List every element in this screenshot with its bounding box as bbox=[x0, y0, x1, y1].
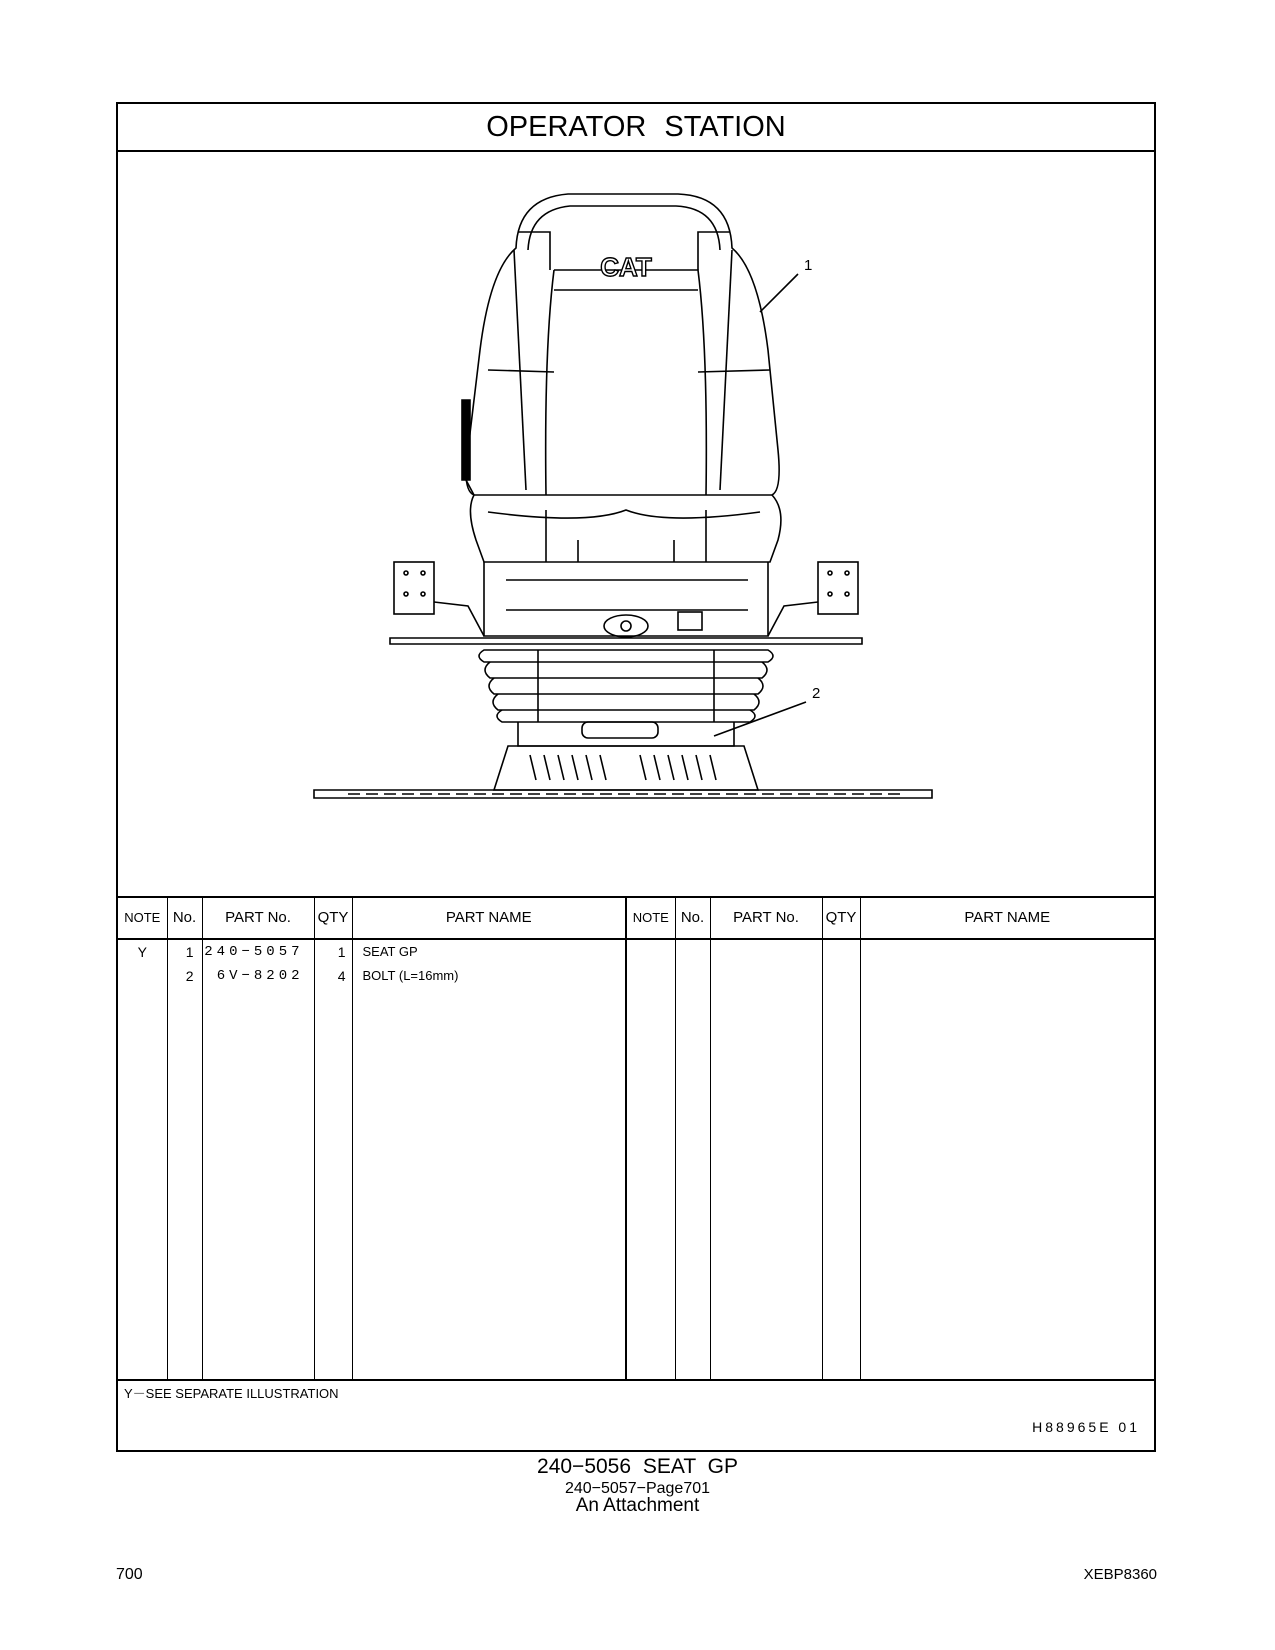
note-column bbox=[118, 939, 167, 1379]
row-note: Y bbox=[137, 944, 147, 960]
header-no: No. bbox=[167, 896, 202, 939]
row-qty: 1 bbox=[337, 944, 346, 960]
header-qty-right: QTY bbox=[822, 896, 860, 939]
header-part-no: PART No. bbox=[202, 896, 314, 939]
row-part-name: BOLT (L=16mm) bbox=[362, 968, 459, 983]
document-code: XEBP8360 bbox=[1083, 1566, 1157, 1583]
page-title: OPERATOR STATION bbox=[118, 104, 1154, 152]
row-qty: 4 bbox=[337, 968, 346, 984]
row-part-no: 6V−8202 bbox=[216, 968, 304, 984]
parts-table bbox=[118, 896, 1154, 1381]
row-no: 1 bbox=[185, 944, 194, 960]
part-no-column bbox=[202, 939, 314, 1379]
header-part-name: PART NAME bbox=[352, 896, 626, 939]
page-reference: 240−5057−Page701 bbox=[564, 1480, 711, 1497]
group-caption: 240−5056 SEAT GP bbox=[537, 1455, 738, 1478]
qty-column bbox=[314, 939, 352, 1379]
row-part-no: 240−5057 bbox=[204, 944, 304, 960]
header-part-name-right: PART NAME bbox=[860, 896, 1154, 939]
page-number: 700 bbox=[116, 1566, 143, 1583]
reference-code: H88965E 01 bbox=[1032, 1419, 1140, 1435]
part-name-column bbox=[352, 939, 626, 1379]
note-column-right bbox=[626, 939, 675, 1379]
callout-1: 1 bbox=[804, 257, 813, 274]
header-qty: QTY bbox=[314, 896, 352, 939]
part-name-column-right bbox=[860, 939, 1154, 1379]
no-column bbox=[167, 939, 202, 1379]
part-no-column-right bbox=[710, 939, 822, 1379]
callout-2: 2 bbox=[812, 685, 821, 702]
parts-page-frame bbox=[116, 102, 1156, 1452]
header-note-right: NOTE bbox=[626, 896, 675, 939]
row-no: 2 bbox=[185, 968, 194, 984]
row-note bbox=[118, 964, 167, 988]
footnote: Y－SEE SEPARATE ILLUSTRATION bbox=[124, 1386, 339, 1401]
header-note: NOTE bbox=[118, 896, 167, 939]
attachment-note: An Attachment bbox=[575, 1495, 700, 1516]
seat-drawing bbox=[118, 150, 1154, 896]
qty-column-right bbox=[822, 939, 860, 1379]
no-column-right bbox=[675, 939, 710, 1379]
seat-illustration bbox=[118, 150, 1154, 898]
cat-logo: CAT bbox=[600, 252, 652, 282]
header-no-right: No. bbox=[675, 896, 710, 939]
header-part-no-right: PART No. bbox=[710, 896, 822, 939]
row-part-name: SEAT GP bbox=[362, 944, 418, 959]
